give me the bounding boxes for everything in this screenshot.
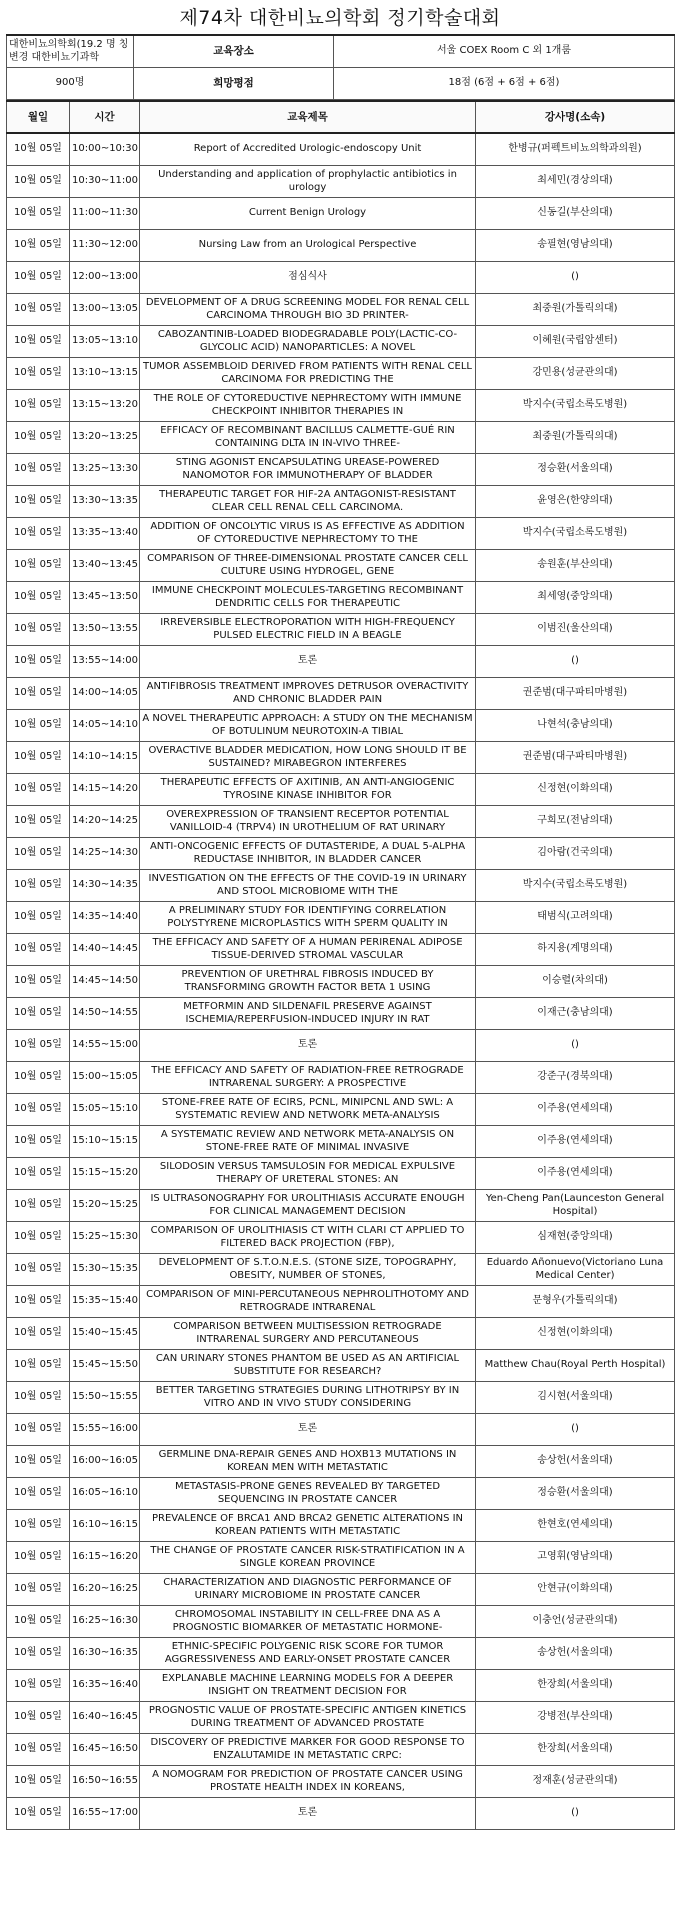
date-cell: 10월 05일 (7, 1734, 70, 1766)
speaker-cell: 문형우(가톨릭의대) (476, 1286, 675, 1318)
date-cell: 10월 05일 (7, 902, 70, 934)
speaker-cell: 송원훈(부산의대) (476, 550, 675, 582)
date-cell: 10월 05일 (7, 1062, 70, 1094)
speaker-cell: 정승환(서울의대) (476, 1478, 675, 1510)
time-cell: 15:30~15:35 (70, 1254, 140, 1286)
speaker-cell: 안현규(이화의대) (476, 1574, 675, 1606)
speaker-cell: 하지용(계명의대) (476, 934, 675, 966)
speaker-cell: () (476, 1030, 675, 1062)
date-cell: 10월 05일 (7, 1798, 70, 1830)
header-time: 시간 (70, 101, 140, 133)
date-cell: 10월 05일 (7, 294, 70, 326)
date-cell: 10월 05일 (7, 326, 70, 358)
speaker-cell: 이승렬(차의대) (476, 966, 675, 998)
time-cell: 13:20~13:25 (70, 422, 140, 454)
title-cell: CHARACTERIZATION AND DIAGNOSTIC PERFORMANCE OF URINARY MICROBIOME IN PROSTATE CANCER (140, 1574, 476, 1606)
page-title: 제74차 대한비뇨의학회 정기학술대회 (179, 7, 501, 29)
time-cell: 13:30~13:35 (70, 486, 140, 518)
table-row (7, 358, 675, 390)
time-cell: 15:15~15:20 (70, 1158, 140, 1190)
time-cell: 16:10~16:15 (70, 1510, 140, 1542)
date-cell: 10월 05일 (7, 166, 70, 198)
title-cell: STONE-FREE RATE OF ECIRS, PCNL, MINIPCNL AND SWL: A SYSTEMATIC REVIEW AND NETWORK META-ANALYSIS (140, 1094, 476, 1126)
time-cell: 16:05~16:10 (70, 1478, 140, 1510)
date-cell: 10월 05일 (7, 390, 70, 422)
time-cell: 14:15~14:20 (70, 774, 140, 806)
title-cell: PROGNOSTIC VALUE OF PROSTATE-SPECIFIC ANTIGEN KINETICS DURING TREATMENT OF ADVANCED PROSTATE (140, 1702, 476, 1734)
title-cell: COMPARISON OF UROLITHIASIS CT WITH CLARI CT APPLIED TO FILTERED BACK PROJECTION (FBP), (140, 1222, 476, 1254)
speaker-cell: Eduardo Añonuevo(Victoriano Luna Medical Center) (476, 1254, 675, 1286)
table-row (7, 1318, 675, 1350)
date-cell: 10월 05일 (7, 614, 70, 646)
time-cell: 14:25~14:30 (70, 838, 140, 870)
speaker-cell: 신정현(이화의대) (476, 1318, 675, 1350)
table-row (7, 678, 675, 710)
time-cell: 10:30~11:00 (70, 166, 140, 198)
title-cell: METFORMIN AND SILDENAFIL PRESERVE AGAINST ISCHEMIA/REPERFUSION-INDUCED INJURY IN RAT (140, 998, 476, 1030)
table-row (7, 326, 675, 358)
title-cell: BETTER TARGETING STRATEGIES DURING LITHOTRIPSY BY IN VITRO AND IN VIVO STUDY CONSIDERING (140, 1382, 476, 1414)
title-cell: A NOVEL THERAPEUTIC APPROACH: A STUDY ON THE MECHANISM OF BOTULINUM NEUROTOXIN-A TIBIAL (140, 710, 476, 742)
date-cell: 10월 05일 (7, 710, 70, 742)
speaker-cell: 신동길(부산의대) (476, 198, 675, 230)
title-cell: 점심식사 (140, 262, 476, 294)
table-row (7, 870, 675, 902)
title-cell: METASTASIS-PRONE GENES REVEALED BY TARGETED SEQUENCING IN PROSTATE CANCER (140, 1478, 476, 1510)
time-cell: 14:10~14:15 (70, 742, 140, 774)
time-cell: 11:30~12:00 (70, 230, 140, 262)
time-cell: 15:45~15:50 (70, 1350, 140, 1382)
table-row (7, 1158, 675, 1190)
date-cell: 10월 05일 (7, 1702, 70, 1734)
title-cell: IRREVERSIBLE ELECTROPORATION WITH HIGH-FREQUENCY PULSED ELECTRIC FIELD IN A BEAGLE (140, 614, 476, 646)
table-row (7, 1606, 675, 1638)
title-cell: ETHNIC-SPECIFIC POLYGENIC RISK SCORE FOR TUMOR AGGRESSIVENESS AND EARLY-ONSET PROSTATE CANCER (140, 1638, 476, 1670)
table-row (7, 1286, 675, 1318)
speaker-cell: 이혜원(국립암센터) (476, 326, 675, 358)
time-cell: 14:20~14:25 (70, 806, 140, 838)
document-page (6, 0, 674, 1830)
date-cell: 10월 05일 (7, 582, 70, 614)
speaker-cell: 권준범(대구파티마병원) (476, 742, 675, 774)
date-cell: 10월 05일 (7, 774, 70, 806)
speaker-cell: () (476, 262, 675, 294)
credit-value: 18점 (6점 + 6점 + 6점) (334, 68, 675, 100)
time-cell: 14:35~14:40 (70, 902, 140, 934)
time-cell: 16:15~16:20 (70, 1542, 140, 1574)
speaker-cell: 권준범(대구파티마병원) (476, 678, 675, 710)
time-cell: 13:00~13:05 (70, 294, 140, 326)
date-cell: 10월 05일 (7, 1350, 70, 1382)
organizer-cell: 대한비뇨의학회(19.2 명 칭변경 대한비뇨기과학 (7, 35, 134, 68)
date-cell: 10월 05일 (7, 1318, 70, 1350)
table-row (7, 1702, 675, 1734)
title-cell: PREVENTION OF URETHRAL FIBROSIS INDUCED BY TRANSFORMING GROWTH FACTOR BETA 1 USING (140, 966, 476, 998)
title-cell: SILODOSIN VERSUS TAMSULOSIN FOR MEDICAL EXPULSIVE THERAPY OF URETERAL STONES: AN (140, 1158, 476, 1190)
date-cell: 10월 05일 (7, 998, 70, 1030)
time-cell: 15:50~15:55 (70, 1382, 140, 1414)
table-row (7, 166, 675, 198)
table-row (7, 838, 675, 870)
title-cell: 토론 (140, 1798, 476, 1830)
capacity-cell: 900명 (7, 68, 134, 100)
title-cell: Nursing Law from an Urological Perspective (140, 230, 476, 262)
speaker-cell: 한현호(연세의대) (476, 1510, 675, 1542)
speaker-cell: 박지수(국립소록도병원) (476, 390, 675, 422)
speaker-cell: 강민용(성균관의대) (476, 358, 675, 390)
table-row (7, 1030, 675, 1062)
speaker-cell: 심재현(중앙의대) (476, 1222, 675, 1254)
venue-value: 서울 COEX Room C 외 1개룸 (334, 35, 675, 68)
speaker-cell: () (476, 646, 675, 678)
time-cell: 13:05~13:10 (70, 326, 140, 358)
title-cell: CABOZANTINIB-LOADED BIODEGRADABLE POLY(LACTIC-CO-GLYCOLIC ACID) NANOPARTICLES: A NOVEL (140, 326, 476, 358)
speaker-cell: () (476, 1798, 675, 1830)
date-cell: 10월 05일 (7, 1606, 70, 1638)
speaker-cell: Yen-Cheng Pan(Launceston General Hospital) (476, 1190, 675, 1222)
date-cell: 10월 05일 (7, 1574, 70, 1606)
schedule-table (6, 100, 675, 1830)
table-row (7, 1638, 675, 1670)
time-cell: 15:40~15:45 (70, 1318, 140, 1350)
table-row (7, 806, 675, 838)
time-cell: 14:05~14:10 (70, 710, 140, 742)
table-row (7, 1670, 675, 1702)
title-cell: Current Benign Urology (140, 198, 476, 230)
time-cell: 15:05~15:10 (70, 1094, 140, 1126)
time-cell: 13:50~13:55 (70, 614, 140, 646)
table-row (7, 1382, 675, 1414)
title-cell: THE CHANGE OF PROSTATE CANCER RISK-STRATIFICATION IN A SINGLE KOREAN PROVINCE (140, 1542, 476, 1574)
speaker-cell: 이범진(울산의대) (476, 614, 675, 646)
date-cell: 10월 05일 (7, 870, 70, 902)
title-cell: DEVELOPMENT OF S.T.O.N.E.S. (STONE SIZE, TOPOGRAPHY, OBESITY, NUMBER OF STONES, (140, 1254, 476, 1286)
speaker-cell: 고영휘(영남의대) (476, 1542, 675, 1574)
table-row (7, 262, 675, 294)
header-date: 월일 (7, 101, 70, 133)
table-row (7, 550, 675, 582)
speaker-cell: 이충언(성균관의대) (476, 1606, 675, 1638)
title-cell: ANTI-ONCOGENIC EFFECTS OF DUTASTERIDE, A DUAL 5-ALPHA REDUCTASE INHIBITOR, IN BLADDER CANCER (140, 838, 476, 870)
title-cell: ANTIFIBROSIS TREATMENT IMPROVES DETRUSOR OVERACTIVITY AND CHRONIC BLADDER PAIN (140, 678, 476, 710)
credit-label: 희망평점 (134, 68, 334, 100)
date-cell: 10월 05일 (7, 966, 70, 998)
speaker-cell: 최세영(중앙의대) (476, 582, 675, 614)
table-row (7, 934, 675, 966)
date-cell: 10월 05일 (7, 838, 70, 870)
title-cell: EFFICACY OF RECOMBINANT BACILLUS CALMETTE-GUÉ RIN CONTAINING DLTA IN IN-VIVO THREE- (140, 422, 476, 454)
time-cell: 15:55~16:00 (70, 1414, 140, 1446)
speaker-cell: 김시현(서울의대) (476, 1382, 675, 1414)
title-cell: THERAPEUTIC EFFECTS OF AXITINIB, AN ANTI-ANGIOGENIC TYROSINE KINASE INHIBITOR FOR (140, 774, 476, 806)
date-cell: 10월 05일 (7, 1222, 70, 1254)
table-row (7, 1094, 675, 1126)
table-row (7, 742, 675, 774)
speaker-cell: 송상헌(서울의대) (476, 1446, 675, 1478)
speaker-cell: 한장희(서울의대) (476, 1734, 675, 1766)
speaker-cell: 이주용(연세의대) (476, 1158, 675, 1190)
table-row (7, 774, 675, 806)
title-cell: OVEREXPRESSION OF TRANSIENT RECEPTOR POTENTIAL VANILLOID-4 (TRPV4) IN UROTHELIUM OF RAT URINARY (140, 806, 476, 838)
date-cell: 10월 05일 (7, 934, 70, 966)
date-cell: 10월 05일 (7, 1414, 70, 1446)
table-row (7, 1734, 675, 1766)
title-cell: THE EFFICACY AND SAFETY OF RADIATION-FREE RETROGRADE INTRARENAL SURGERY: A PROSPECTIVE (140, 1062, 476, 1094)
date-cell: 10월 05일 (7, 1510, 70, 1542)
title-cell: TUMOR ASSEMBLOID DERIVED FROM PATIENTS WITH RENAL CELL CARCINOMA FOR PREDICTING THE (140, 358, 476, 390)
time-cell: 16:40~16:45 (70, 1702, 140, 1734)
speaker-cell: 송상헌(서울의대) (476, 1638, 675, 1670)
table-row (7, 902, 675, 934)
title-cell: THE EFFICACY AND SAFETY OF A HUMAN PERIRENAL ADIPOSE TISSUE-DERIVED STROMAL VASCULAR (140, 934, 476, 966)
speaker-cell: 태범식(고려의대) (476, 902, 675, 934)
speaker-cell: Matthew Chau(Royal Perth Hospital) (476, 1350, 675, 1382)
title-cell: 토론 (140, 646, 476, 678)
time-cell: 13:10~13:15 (70, 358, 140, 390)
speaker-cell: 윤영은(한양의대) (476, 486, 675, 518)
table-row (7, 1126, 675, 1158)
time-cell: 16:45~16:50 (70, 1734, 140, 1766)
date-cell: 10월 05일 (7, 1446, 70, 1478)
title-cell: CAN URINARY STONES PHANTOM BE USED AS AN ARTIFICIAL SUBSTITUTE FOR RESEARCH? (140, 1350, 476, 1382)
speaker-cell: 최중원(가톨릭의대) (476, 422, 675, 454)
speaker-cell: 최세민(경상의대) (476, 166, 675, 198)
speaker-cell: () (476, 1414, 675, 1446)
table-row (7, 966, 675, 998)
table-row (7, 998, 675, 1030)
date-cell: 10월 05일 (7, 550, 70, 582)
time-cell: 14:40~14:45 (70, 934, 140, 966)
title-cell: DEVELOPMENT OF A DRUG SCREENING MODEL FOR RENAL CELL CARCINOMA THROUGH BIO 3D PRINTER- (140, 294, 476, 326)
table-row (7, 1350, 675, 1382)
speaker-cell: 구희모(전남의대) (476, 806, 675, 838)
table-row (7, 1766, 675, 1798)
table-row (7, 1190, 675, 1222)
date-cell: 10월 05일 (7, 742, 70, 774)
speaker-cell: 한장희(서울의대) (476, 1670, 675, 1702)
date-cell: 10월 05일 (7, 518, 70, 550)
time-cell: 16:25~16:30 (70, 1606, 140, 1638)
table-row (7, 390, 675, 422)
date-cell: 10월 05일 (7, 454, 70, 486)
date-cell: 10월 05일 (7, 678, 70, 710)
table-row (7, 422, 675, 454)
table-row (7, 1062, 675, 1094)
table-row (7, 198, 675, 230)
date-cell: 10월 05일 (7, 806, 70, 838)
speaker-cell: 송필현(영남의대) (476, 230, 675, 262)
speaker-cell: 박지수(국립소록도병원) (476, 870, 675, 902)
speaker-cell: 정승환(서울의대) (476, 454, 675, 486)
table-row (7, 1414, 675, 1446)
info-row-venue (7, 35, 675, 68)
table-row (7, 1798, 675, 1830)
time-cell: 16:30~16:35 (70, 1638, 140, 1670)
time-cell: 13:25~13:30 (70, 454, 140, 486)
title-cell: THERAPEUTIC TARGET FOR HIF-2A ANTAGONIST-RESISTANT CLEAR CELL RENAL CELL CARCINOMA. (140, 486, 476, 518)
speaker-cell: 신정현(이화의대) (476, 774, 675, 806)
title-cell: THE ROLE OF CYTOREDUCTIVE NEPHRECTOMY WITH IMMUNE CHECKPOINT INHIBITOR THERAPIES IN (140, 390, 476, 422)
info-table (6, 34, 675, 100)
time-cell: 13:45~13:50 (70, 582, 140, 614)
time-cell: 16:00~16:05 (70, 1446, 140, 1478)
title-cell: OVERACTIVE BLADDER MEDICATION, HOW LONG SHOULD IT BE SUSTAINED? MIRABEGRON INTERFERES (140, 742, 476, 774)
venue-label: 교육장소 (134, 35, 334, 68)
time-cell: 15:20~15:25 (70, 1190, 140, 1222)
time-cell: 16:50~16:55 (70, 1766, 140, 1798)
info-row-credit (7, 68, 675, 100)
date-cell: 10월 05일 (7, 262, 70, 294)
table-row (7, 486, 675, 518)
time-cell: 16:55~17:00 (70, 1798, 140, 1830)
date-cell: 10월 05일 (7, 422, 70, 454)
speaker-cell: 강병전(부산의대) (476, 1702, 675, 1734)
table-row (7, 1446, 675, 1478)
time-cell: 14:45~14:50 (70, 966, 140, 998)
date-cell: 10월 05일 (7, 1638, 70, 1670)
title-cell: COMPARISON BETWEEN MULTISESSION RETROGRADE INTRARENAL SURGERY AND PERCUTANEOUS (140, 1318, 476, 1350)
time-cell: 13:35~13:40 (70, 518, 140, 550)
title-cell: PREVALENCE OF BRCA1 AND BRCA2 GENETIC ALTERATIONS IN KOREAN PATIENTS WITH METASTATIC (140, 1510, 476, 1542)
title-cell: 토론 (140, 1030, 476, 1062)
speaker-cell: 이주용(연세의대) (476, 1126, 675, 1158)
date-cell: 10월 05일 (7, 486, 70, 518)
time-cell: 13:40~13:45 (70, 550, 140, 582)
date-cell: 10월 05일 (7, 1030, 70, 1062)
time-cell: 15:25~15:30 (70, 1222, 140, 1254)
title-cell: A SYSTEMATIC REVIEW AND NETWORK META-ANALYSIS ON STONE-FREE RATE OF MINIMAL INVASIVE (140, 1126, 476, 1158)
time-cell: 14:30~14:35 (70, 870, 140, 902)
title-cell: Report of Accredited Urologic-endoscopy Unit (140, 133, 476, 166)
title-cell: IS ULTRASONOGRAPHY FOR UROLITHIASIS ACCURATE ENOUGH FOR CLINICAL MANAGEMENT DECISION (140, 1190, 476, 1222)
speaker-cell: 이주용(연세의대) (476, 1094, 675, 1126)
date-cell: 10월 05일 (7, 646, 70, 678)
date-cell: 10월 05일 (7, 1286, 70, 1318)
time-cell: 15:00~15:05 (70, 1062, 140, 1094)
header-speaker: 강사명(소속) (476, 101, 675, 133)
title-cell: 토론 (140, 1414, 476, 1446)
time-cell: 11:00~11:30 (70, 198, 140, 230)
speaker-cell: 박지수(국립소록도병원) (476, 518, 675, 550)
table-row (7, 294, 675, 326)
title-cell: ADDITION OF ONCOLYTIC VIRUS IS AS EFFECTIVE AS ADDITION OF CYTOREDUCTIVE NEPHRECTOMY TO THE (140, 518, 476, 550)
table-row (7, 1478, 675, 1510)
date-cell: 10월 05일 (7, 1670, 70, 1702)
time-cell: 16:20~16:25 (70, 1574, 140, 1606)
date-cell: 10월 05일 (7, 1542, 70, 1574)
schedule-header-row (7, 101, 675, 133)
speaker-cell: 강준구(경북의대) (476, 1062, 675, 1094)
time-cell: 14:55~15:00 (70, 1030, 140, 1062)
date-cell: 10월 05일 (7, 1094, 70, 1126)
date-cell: 10월 05일 (7, 1254, 70, 1286)
date-cell: 10월 05일 (7, 1766, 70, 1798)
table-row (7, 1222, 675, 1254)
date-cell: 10월 05일 (7, 358, 70, 390)
speaker-cell: 나현석(충남의대) (476, 710, 675, 742)
time-cell: 16:35~16:40 (70, 1670, 140, 1702)
header-topic: 교육제목 (140, 101, 476, 133)
table-row (7, 646, 675, 678)
table-row (7, 1574, 675, 1606)
speaker-cell: 최중원(가톨릭의대) (476, 294, 675, 326)
date-cell: 10월 05일 (7, 1382, 70, 1414)
title-cell: GERMLINE DNA-REPAIR GENES AND HOXB13 MUTATIONS IN KOREAN MEN WITH METASTATIC (140, 1446, 476, 1478)
title-cell: COMPARISON OF THREE-DIMENSIONAL PROSTATE CANCER CELL CULTURE USING HYDROGEL, GENE (140, 550, 476, 582)
speaker-cell: 김아람(건국의대) (476, 838, 675, 870)
title-cell: Understanding and application of prophylactic antibiotics in urology (140, 166, 476, 198)
title-cell: IMMUNE CHECKPOINT MOLECULES-TARGETING RECOMBINANT DENDRITIC CELLS FOR THERAPEUTIC (140, 582, 476, 614)
time-cell: 10:00~10:30 (70, 133, 140, 166)
speaker-cell: 이재근(충남의대) (476, 998, 675, 1030)
table-row (7, 518, 675, 550)
speaker-cell: 정재훈(성균관의대) (476, 1766, 675, 1798)
time-cell: 13:55~14:00 (70, 646, 140, 678)
date-cell: 10월 05일 (7, 1190, 70, 1222)
title-cell: INVESTIGATION ON THE EFFECTS OF THE COVID-19 IN URINARY AND STOOL MICROBIOME WITH THE (140, 870, 476, 902)
table-row (7, 454, 675, 486)
table-row (7, 1254, 675, 1286)
table-row (7, 133, 675, 166)
date-cell: 10월 05일 (7, 1158, 70, 1190)
table-row (7, 230, 675, 262)
title-cell: A PRELIMINARY STUDY FOR IDENTIFYING CORRELATION POLYSTYRENE MICROPLASTICS WITH SPERM QUALITY IN (140, 902, 476, 934)
title-cell: A NOMOGRAM FOR PREDICTION OF PROSTATE CANCER USING PROSTATE HEALTH INDEX IN KOREANS, (140, 1766, 476, 1798)
date-cell: 10월 05일 (7, 1478, 70, 1510)
date-cell: 10월 05일 (7, 1126, 70, 1158)
table-row (7, 614, 675, 646)
time-cell: 15:10~15:15 (70, 1126, 140, 1158)
date-cell: 10월 05일 (7, 230, 70, 262)
time-cell: 14:50~14:55 (70, 998, 140, 1030)
table-row (7, 1542, 675, 1574)
time-cell: 13:15~13:20 (70, 390, 140, 422)
title-cell: CHROMOSOMAL INSTABILITY IN CELL-FREE DNA AS A PROGNOSTIC BIOMARKER OF METASTATIC HORMONE- (140, 1606, 476, 1638)
table-row (7, 1510, 675, 1542)
title-cell: STING AGONIST ENCAPSULATING UREASE-POWERED NANOMOTOR FOR IMMUNOTHERAPY OF BLADDER (140, 454, 476, 486)
time-cell: 15:35~15:40 (70, 1286, 140, 1318)
time-cell: 12:00~13:00 (70, 262, 140, 294)
table-row (7, 582, 675, 614)
date-cell: 10월 05일 (7, 198, 70, 230)
title-cell: EXPLANABLE MACHINE LEARNING MODELS FOR A DEEPER INSIGHT ON TREATMENT DECISION FOR (140, 1670, 476, 1702)
speaker-cell: 한병규(퍼펙트비뇨의학과의원) (476, 133, 675, 166)
title-cell: DISCOVERY OF PREDICTIVE MARKER FOR GOOD RESPONSE TO ENZALUTAMIDE IN METASTATIC CRPC: (140, 1734, 476, 1766)
table-row (7, 710, 675, 742)
date-cell: 10월 05일 (7, 133, 70, 166)
time-cell: 14:00~14:05 (70, 678, 140, 710)
title-cell: COMPARISON OF MINI-PERCUTANEOUS NEPHROLITHOTOMY AND RETROGRADE INTRARENAL (140, 1286, 476, 1318)
